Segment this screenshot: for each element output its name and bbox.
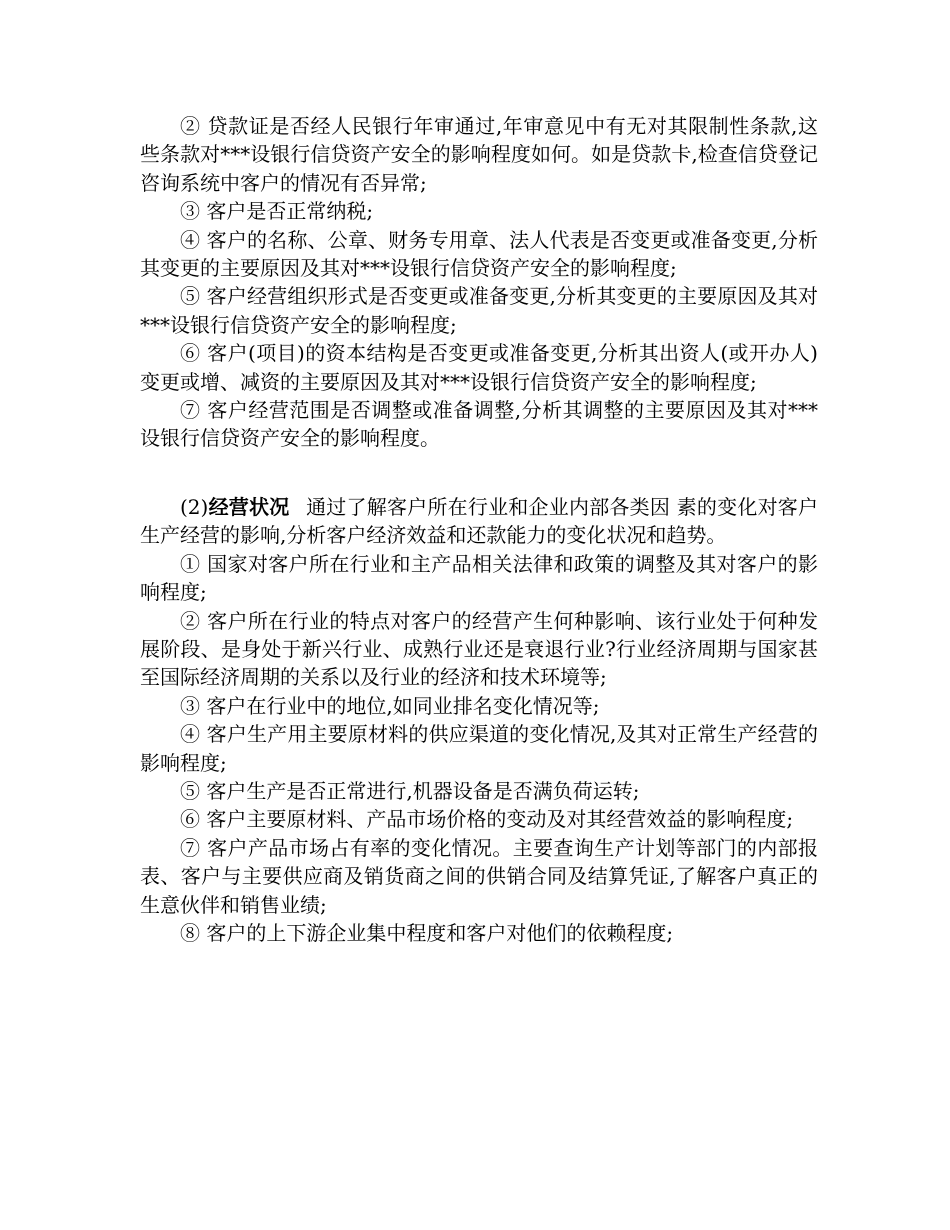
- paragraph-item: ⑥ 客户主要原材料、产品市场价格的变动及对其经营效益的影响程度;: [180, 807, 794, 832]
- paragraph-item: ③ 客户在行业中的地位,如同业排名变化情况等;: [180, 693, 600, 718]
- paragraph-item: ④ 客户生产用主要原材料的供应渠道的变化情况,及其对正常生产经营的影响程度;: [140, 722, 818, 775]
- section-intro-paragraph: [140, 493, 818, 550]
- section-gap: [140, 453, 818, 493]
- paragraph-item: ③ 客户是否正常纳税;: [180, 199, 374, 224]
- paragraph-item: ② 贷款证是否经人民银行年审通过,年审意见中有无对其限制性条款,这些条款对***设银行信贷资产安全的影响程度如何。如是贷款卡,检查信贷登记咨询系统中客户的情况有否异常;: [140, 114, 818, 195]
- paragraph-item: ⑦ 客户产品市场占有率的变化情况。主要查询生产计划等部门的内部报表、客户与主要供应商及销货商之间的供销合同及结算凭证,了解客户真正的生意伙伴和销售业绩;: [140, 835, 818, 917]
- paragraph-item: ② 客户所在行业的特点对客户的经营产生何种影响、该行业处于何种发展阶段、是身处于新兴行业、成熟行业还是衰退行业?行业经济周期与国家甚至国际经济周期的关系以及行业的经济和技术环境等;: [140, 608, 818, 690]
- paragraph-item: ⑤ 客户经营组织形式是否变更或准备变更,分析其变更的主要原因及其对***设银行信贷资产安全的影响程度;: [140, 284, 818, 337]
- paragraph-item: ⑤ 客户生产是否正常进行,机器设备是否满负荷运转;: [180, 778, 640, 803]
- paragraph-item: ④ 客户的名称、公章、财务专用章、法人代表是否变更或准备变更,分析其变更的主要原因及其对***设银行信贷资产安全的影响程度;: [140, 227, 818, 281]
- section-prefix: (2): [180, 494, 209, 519]
- paragraph-item: ① 国家对客户所在行业和主产品相关法律和政策的调整及其对客户的影响程度;: [140, 551, 818, 605]
- paragraph-item: ⑧ 客户的上下游企业集中程度和客户对他们的依赖程度;: [180, 920, 674, 945]
- section-2: [140, 493, 818, 948]
- section-intro: 通过了解客户所在行业和企业内部各类因 素的变化对客户生产经营的影响,分析客户经济效益和还款能力的变化状况和趋势。: [140, 494, 819, 548]
- section-heading: 经营状况: [208, 494, 290, 519]
- paragraph-item: ⑦ 客户经营范围是否调整或准备调整,分析其调整的主要原因及其对***设银行信贷资产安全的影响程度。: [140, 398, 818, 451]
- paragraph-item: ⑥ 客户(项目)的资本结构是否变更或准备变更,分析其出资人(或开办人)变更或增、减资的主要原因及其对***设银行信贷资产安全的影响程度;: [140, 341, 818, 394]
- block-1: [140, 112, 818, 453]
